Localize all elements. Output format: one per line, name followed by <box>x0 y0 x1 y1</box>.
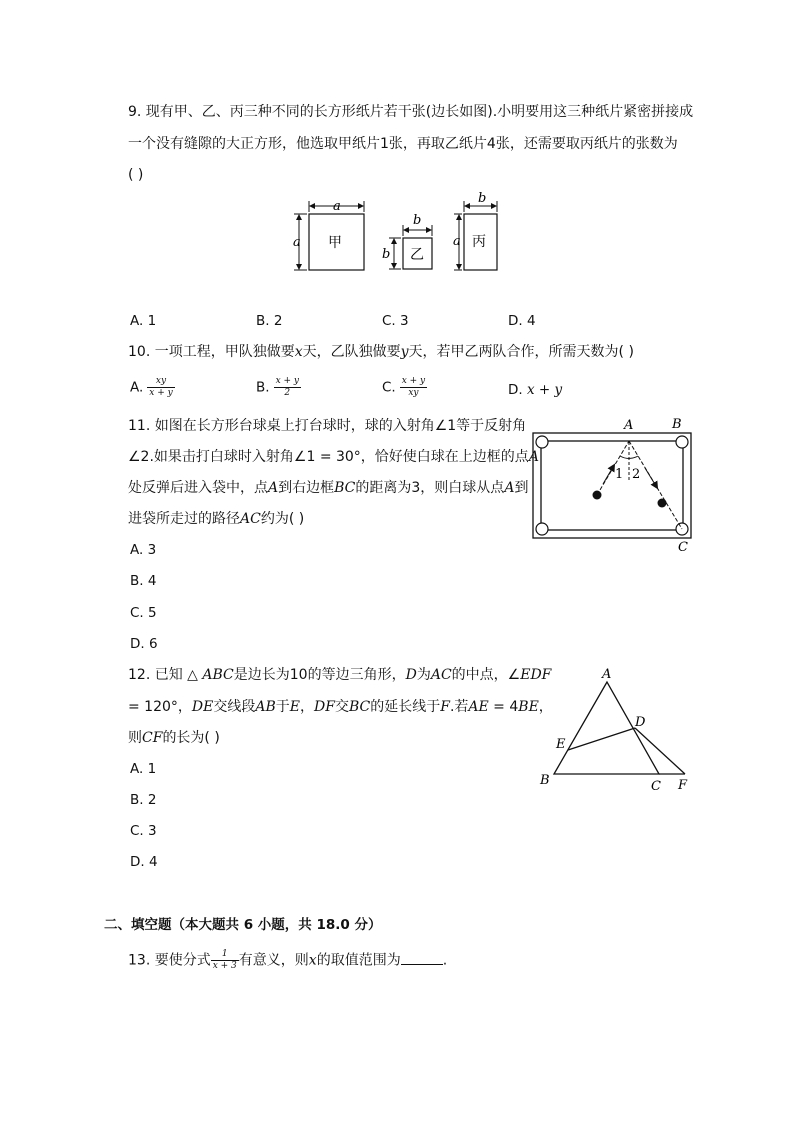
q9-yi-label: 乙 <box>410 247 424 263</box>
q9-line1: 9. 现有甲、乙、丙三种不同的长方形纸片若干张(边长如图).小明要用这三种纸片紧密拼接成 <box>128 104 694 120</box>
q9-option-a[interactable]: A. 1 <box>130 313 157 329</box>
q11-pocket-tl <box>536 436 548 448</box>
q9-bing-label: 丙 <box>472 234 486 250</box>
q10-stem: 10. 一项工程，甲队独做要x天，乙队独做要y天，若甲乙两队合作，所需天数为( ) <box>128 344 634 360</box>
q11-label-C: C <box>678 540 688 555</box>
q11-table-inner <box>541 441 683 530</box>
q10-option-c[interactable]: C. $\frac{x + y}{xy}$ <box>382 376 426 398</box>
q11-table-outer <box>533 433 691 538</box>
q12-triangle-figure <box>535 664 695 794</box>
q13-stem: 13. 要使分式 $\frac{1}{x + 3}$ 有意义，则x的取值范围为 . <box>128 949 448 971</box>
q9-jia-top-a: a <box>333 199 341 214</box>
q12-line3: 则CF的长为( ) <box>128 730 220 746</box>
q9-jia-label: 甲 <box>328 235 342 251</box>
q13-answer-blank[interactable] <box>401 950 443 965</box>
q9-jia-left-a: a <box>293 235 301 250</box>
q11-line4: 进袋所走过的路径AC约为( ) <box>128 511 305 527</box>
q12-line1: 12. 已知 △ ABC是边长为10的等边三角形，D为AC的中点，∠EDF <box>128 667 552 683</box>
q12-label-B: B <box>540 773 550 788</box>
q9-line2: 一个没有缝隙的大正方形，他选取甲纸片1张，再取乙纸片4张，还需要取丙纸片的张数为 <box>128 136 678 152</box>
q12-option-b[interactable]: B. 2 <box>130 792 157 808</box>
q11-label-B: B <box>672 417 682 432</box>
q11-label-A: A <box>624 418 634 433</box>
q12-option-a[interactable]: A. 1 <box>130 761 157 777</box>
q12-label-D: D <box>635 715 646 730</box>
q9-yi-top-b: b <box>413 213 422 228</box>
section-fill-in-title: 二、填空题（本大题共 6 小题，共 18.0 分） <box>104 917 382 933</box>
q10-option-b[interactable]: B. $\frac{x + y}{2}$ <box>256 376 299 398</box>
q11-option-b[interactable]: B. 4 <box>130 573 157 589</box>
q9-yi-left-b: b <box>382 247 391 262</box>
q9-bing-top-b: b <box>478 191 487 206</box>
q11-pocket-bl <box>536 523 548 535</box>
q12-label-A: A <box>602 667 612 682</box>
q11-line3: 处反弹后进入袋中，点A到右边框BC的距离为3，则白球从点A到 <box>128 480 529 496</box>
q12-label-E: E <box>556 737 566 752</box>
q12-option-d[interactable]: D. 4 <box>130 854 158 870</box>
q11-angle-1: 1 <box>615 467 624 482</box>
q11-pocket-tr <box>676 436 688 448</box>
q12-label-C: C <box>651 779 661 794</box>
q11-ball-left <box>593 491 602 500</box>
q9-answer-paren: ( ) <box>128 167 144 183</box>
q11-ball-right <box>658 499 667 508</box>
q11-option-c[interactable]: C. 5 <box>130 605 157 621</box>
q11-billiard-figure <box>528 414 700 556</box>
q12-label-F: F <box>678 778 688 793</box>
q11-option-a[interactable]: A. 3 <box>130 542 157 558</box>
q9-option-c[interactable]: C. 3 <box>382 313 409 329</box>
q9-option-b[interactable]: B. 2 <box>256 313 283 329</box>
q9-bing-left-a: a <box>453 234 461 249</box>
q11-angle-2: 2 <box>632 467 641 482</box>
q11-line1: 11. 如图在长方形台球桌上打台球时，球的入射角∠1等于反射角 <box>128 418 527 434</box>
q12-option-c[interactable]: C. 3 <box>130 823 157 839</box>
q11-line2: ∠2.如果击打白球时入射角∠1 = 30°，恰好使白球在上边框的点A <box>128 449 539 465</box>
q10-option-d[interactable]: D. x + y <box>508 382 563 398</box>
q9-option-d[interactable]: D. 4 <box>508 313 536 329</box>
q10-option-a[interactable]: A. $\frac{xy}{x + y}$ <box>130 376 173 398</box>
q12-line2: = 120°，DE交线段AB于E，DF交BC的延长线于F.若AE = 4BE， <box>128 699 553 715</box>
q9-paper-figure <box>290 190 510 280</box>
q11-option-d[interactable]: D. 6 <box>130 636 158 652</box>
